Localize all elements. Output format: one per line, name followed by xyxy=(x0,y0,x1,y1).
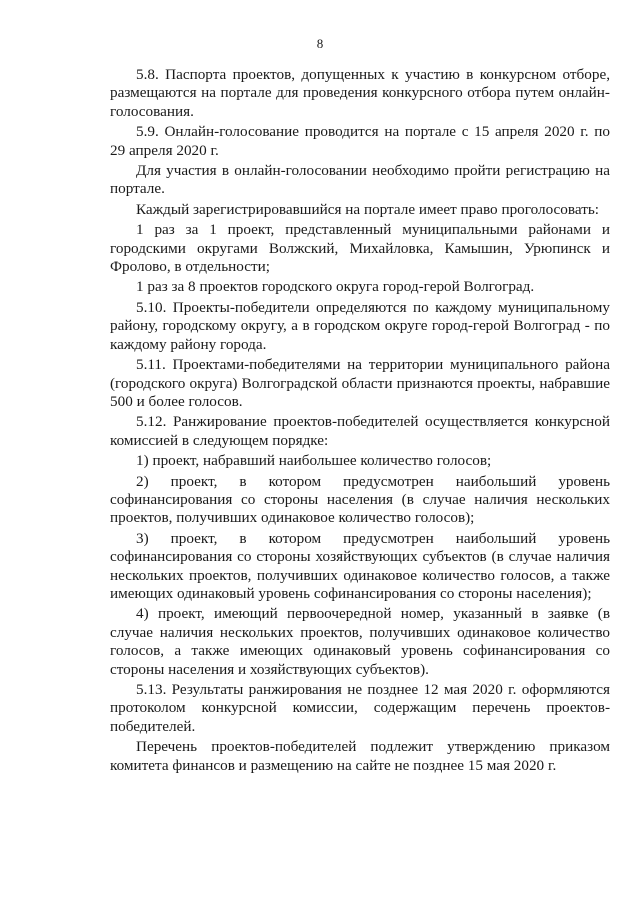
paragraph-5-11: 5.11. Проектами-победителями на территории муниципального района (городского округа) Волгоградской области признаются проекты, набравшие 500 и более голосов. xyxy=(110,356,610,410)
paragraph-5-9: 5.9. Онлайн-голосование проводится на портале с 15 апреля 2020 г. по 29 апреля 2020 г. xyxy=(110,123,610,159)
paragraph-registration: Для участия в онлайн-голосовании необходимо пройти регистрацию на портале. xyxy=(110,162,610,198)
ranking-item-3: 3) проект, в котором предусмотрен наибольший уровень софинансирования со стороны хозяйствующих субъектов (в случае наличия нескольких проектов, получивших одинаковое количество голосов, а также имеющих одинаковый уровень софинансирования со стороны населения); xyxy=(110,529,610,602)
paragraph-5-13: 5.13. Результаты ранжирования не позднее 12 мая 2020 г. оформляются протоколом конкурсной комиссии, содержащим перечень проектов-победителей. xyxy=(110,681,610,735)
page-number: 8 xyxy=(316,36,324,51)
paragraph-winners-list: Перечень проектов-победителей подлежит утверждению приказом комитета финансов и размещению на сайте не позднее 15 мая 2020 г. xyxy=(110,738,610,774)
paragraph-vote-rule-1: 1 раз за 1 проект, представленный муниципальными районами и городскими округами Волжский, Михайловка, Камышин, Урюпинск и Фролово, в отдельности; xyxy=(110,221,610,276)
document-body xyxy=(110,66,610,777)
paragraph-5-10: 5.10. Проекты-победители определяются по каждому муниципальному району, городскому округу, а в городском округе город-герой Волгоград - по каждому району города. xyxy=(110,298,610,353)
paragraph-voting-right: Каждый зарегистрировавшийся на портале имеет право проголосовать: xyxy=(136,200,599,218)
ranking-item-1: 1) проект, набравший наибольшее количество голосов; xyxy=(136,452,492,470)
ranking-item-2: 2) проект, в котором предусмотрен наибольший уровень софинансирования со стороны населения (в случае наличия нескольких проектов, получивших одинаковое количество голосов); xyxy=(110,472,610,527)
paragraph-5-8: 5.8. Паспорта проектов, допущенных к участию в конкурсном отборе, размещаются на портале для проведения конкурсного отбора путем онлайн-голосования. xyxy=(110,66,610,120)
paragraph-5-12: 5.12. Ранжирование проектов-победителей осуществляется конкурсной комиссией в следующем порядке: xyxy=(110,413,610,449)
ranking-item-4: 4) проект, имеющий первоочередной номер, указанный в заявке (в случае наличия нескольких проектов, получивших одинаковое количество голосов, а также имеющих одинаковый уровень софинансирования со стороны населения и хозяйствующих субъектов). xyxy=(110,605,610,678)
paragraph-vote-rule-2: 1 раз за 8 проектов городского округа город-герой Волгоград. xyxy=(136,278,535,296)
